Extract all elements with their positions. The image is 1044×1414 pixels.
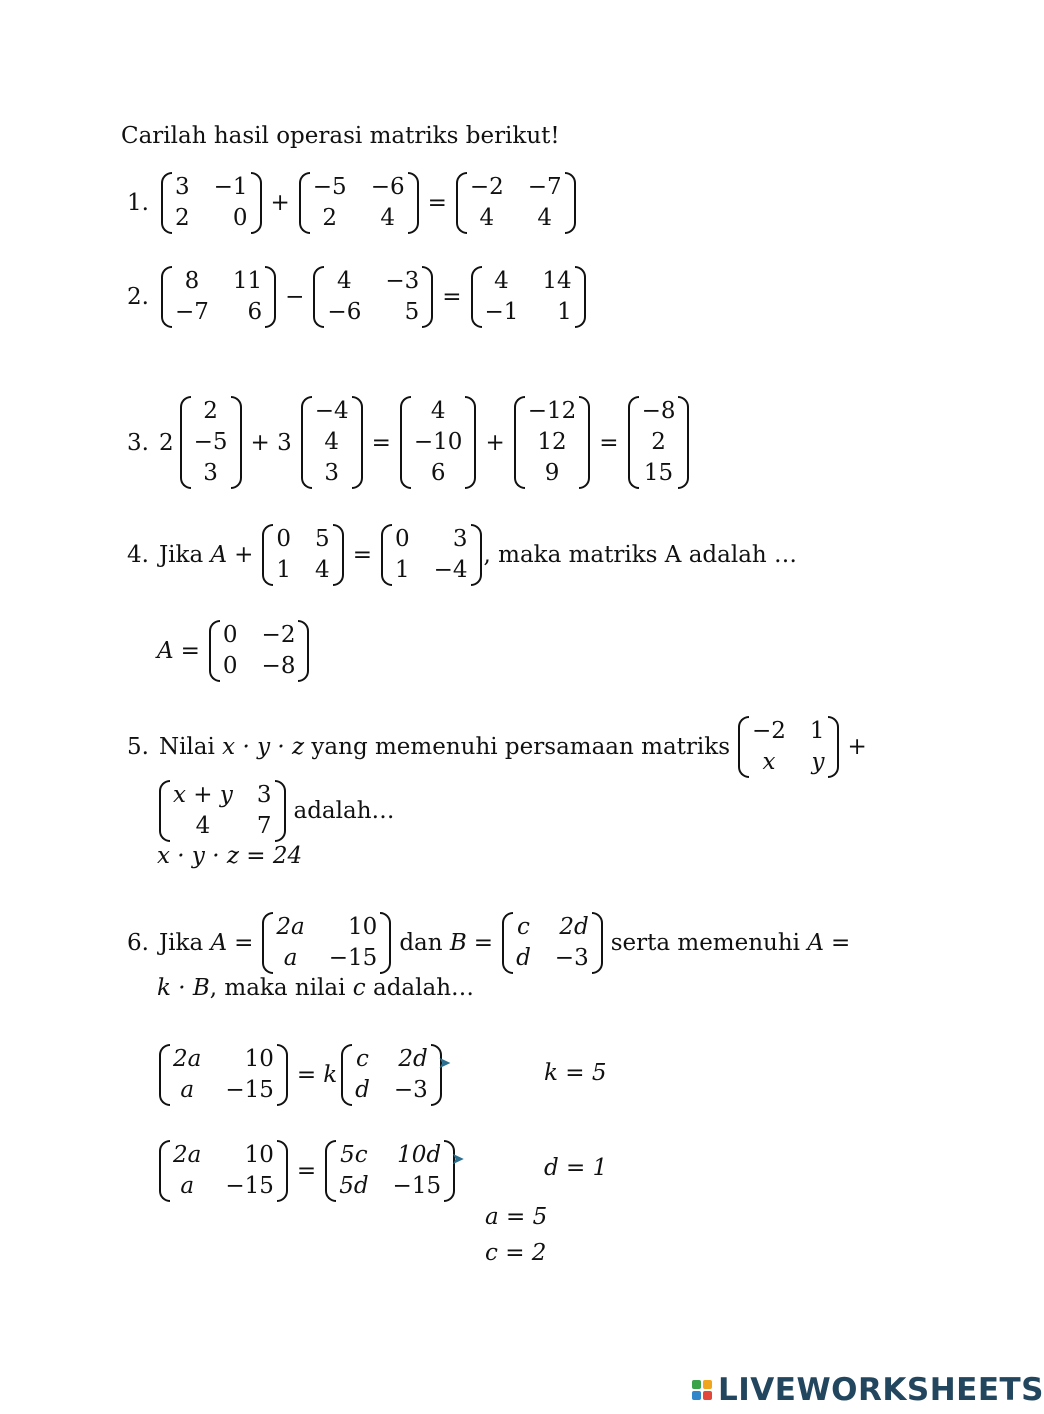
question-6-line2 xyxy=(157,975,474,1001)
answer-cell[interactable]: 9 xyxy=(544,460,560,486)
matrix-cell: 4 xyxy=(337,268,352,294)
answer-cell[interactable]: 6 xyxy=(430,460,446,486)
q6-work-line-2 xyxy=(157,1140,465,1202)
variable: k xyxy=(323,1062,338,1088)
matrix-cell: 10 xyxy=(244,1046,274,1072)
variable: A xyxy=(210,930,228,956)
equals-sign: = xyxy=(180,638,200,664)
answer-cell[interactable]: −10 xyxy=(413,429,463,455)
equals-sign: = xyxy=(296,1158,317,1184)
matrix-cell: 11 xyxy=(232,268,263,294)
answer-cell[interactable]: −12 xyxy=(527,398,577,424)
matrix xyxy=(381,524,482,586)
matrix-cell: 2a xyxy=(173,1046,202,1072)
vector xyxy=(301,396,363,489)
matrix-cell: 2a xyxy=(276,914,305,940)
matrix-cell: −7 xyxy=(174,299,209,325)
matrix xyxy=(325,1140,455,1202)
matrix-cell: d xyxy=(355,1077,370,1103)
answer-cell[interactable]: 12 xyxy=(537,429,567,455)
matrix-cell: 5d xyxy=(339,1173,369,1199)
matrix-cell: −4 xyxy=(433,557,468,583)
matrix xyxy=(159,1140,288,1202)
answer-cell[interactable]: 4 xyxy=(479,205,495,231)
matrix-cell: 0 xyxy=(394,526,410,552)
expression: x · y · z xyxy=(222,734,305,760)
matrix-cell: 0 xyxy=(232,205,248,231)
logo-icon xyxy=(692,1380,712,1400)
matrix xyxy=(313,266,433,328)
matrix-cell: 2 xyxy=(322,205,338,231)
equals-sign: = xyxy=(234,930,254,956)
matrix-cell: 3 xyxy=(256,782,272,808)
matrix-cell: −6 xyxy=(370,174,405,200)
matrix xyxy=(161,172,262,234)
answer-cell[interactable]: 4 xyxy=(537,205,553,231)
question-text: adalah… xyxy=(365,975,475,1001)
matrix-cell: −15 xyxy=(392,1173,442,1199)
matrix xyxy=(161,266,276,328)
question-number: 3. xyxy=(127,429,149,456)
question-5-answer[interactable]: x · y · z = 24 xyxy=(157,843,303,869)
question-text: Jika xyxy=(158,930,211,956)
matrix-cell: 4 xyxy=(315,557,330,583)
matrix xyxy=(738,716,839,778)
equals-sign: = xyxy=(442,284,462,310)
logo-square-red xyxy=(703,1391,712,1400)
matrix xyxy=(262,524,343,586)
answer-cell[interactable]: 1 xyxy=(557,299,572,325)
matrix-cell: 2 xyxy=(174,205,190,231)
vector-cell: −4 xyxy=(314,398,349,424)
matrix-cell: y xyxy=(811,749,825,775)
d-value-answer[interactable]: d = 1 xyxy=(544,1155,608,1181)
answer-cell[interactable]: 0 xyxy=(222,653,238,679)
matrix-cell: −1 xyxy=(213,174,248,200)
operator: + xyxy=(847,734,867,760)
matrix-cell: 4 xyxy=(195,813,211,839)
variable: A xyxy=(807,930,824,956)
instruction: Carilah hasil operasi matriks berikut! xyxy=(121,123,560,149)
matrix-cell: 4 xyxy=(380,205,395,231)
vector-cell: 4 xyxy=(324,429,339,455)
equals-sign: = xyxy=(371,429,391,456)
matrix-cell: 5 xyxy=(404,299,420,325)
operator: − xyxy=(285,284,305,310)
answer-cell[interactable]: −7 xyxy=(527,174,562,200)
operator: + 3 xyxy=(250,429,292,456)
matrix-cell: 10 xyxy=(348,914,378,940)
matrix-cell: 1 xyxy=(809,718,825,744)
matrix-cell: −3 xyxy=(385,268,420,294)
matrix-cell: −15 xyxy=(225,1173,274,1199)
expression: k · B xyxy=(157,975,210,1001)
question-text: serta memenuhi xyxy=(610,930,808,956)
question-text: , maka nilai xyxy=(209,975,353,1001)
matrix xyxy=(341,1044,442,1106)
vector xyxy=(180,396,242,489)
answer-matrix xyxy=(209,620,310,682)
answer-cell[interactable]: 0 xyxy=(222,622,238,648)
matrix-cell: c xyxy=(356,1046,369,1072)
k-value-answer[interactable]: k = 5 xyxy=(544,1060,607,1086)
question-4-answer xyxy=(157,620,311,682)
matrix-cell: 0 xyxy=(276,526,292,552)
matrix-cell: −3 xyxy=(393,1077,428,1103)
question-text: Nilai xyxy=(158,734,223,760)
operator: + xyxy=(234,542,254,568)
equals-sign: = xyxy=(599,429,619,456)
equals-sign: = xyxy=(296,1062,317,1088)
question-2 xyxy=(127,266,588,328)
question-text: Jika xyxy=(158,542,211,568)
question-5-line2 xyxy=(157,780,395,842)
question-text: , maka matriks A adalah … xyxy=(483,542,798,568)
question-text: adalah… xyxy=(293,798,395,824)
scalar: 2 xyxy=(158,429,174,456)
answer-cell[interactable]: −2 xyxy=(261,622,296,648)
logo-square-orange xyxy=(703,1380,712,1389)
matrix xyxy=(159,1044,288,1106)
matrix-cell: a xyxy=(283,945,298,971)
answer-vector xyxy=(628,396,690,489)
a-value-answer[interactable]: a = 5 xyxy=(485,1204,548,1230)
matrix xyxy=(262,912,391,974)
logo-square-green xyxy=(692,1380,701,1389)
answer-cell[interactable]: −8 xyxy=(261,653,296,679)
answer-cell[interactable]: 14 xyxy=(542,268,572,294)
matrix-cell: −15 xyxy=(328,945,378,971)
vector-cell: 3 xyxy=(203,460,218,486)
matrix-cell: 2d xyxy=(398,1046,428,1072)
question-text: dan xyxy=(399,930,450,956)
logo-square-blue xyxy=(692,1391,701,1400)
question-4 xyxy=(127,524,797,586)
equals-sign: = xyxy=(473,930,494,956)
answer-cell[interactable]: −8 xyxy=(641,398,676,424)
answer-vector xyxy=(514,396,591,489)
matrix-cell: −2 xyxy=(752,718,786,744)
answer-cell[interactable]: 4 xyxy=(494,268,509,294)
matrix-cell: −6 xyxy=(327,299,362,325)
vector-cell: −5 xyxy=(193,429,228,455)
operator: + xyxy=(270,190,290,216)
matrix-cell: a xyxy=(180,1077,195,1103)
logo-text: LIVEWORKSHEETS xyxy=(718,1372,1044,1408)
answer-vector xyxy=(400,396,477,489)
c-value-answer[interactable]: c = 2 xyxy=(485,1240,547,1266)
matrix xyxy=(502,912,603,974)
answer-cell[interactable]: 2 xyxy=(651,429,666,455)
question-6 xyxy=(127,912,857,974)
question-number: 2. xyxy=(127,284,149,310)
answer-matrix xyxy=(456,172,576,234)
matrix-cell: 5 xyxy=(315,526,330,552)
matrix-cell: d xyxy=(516,945,531,971)
question-5 xyxy=(127,716,874,778)
matrix-cell: 2a xyxy=(173,1142,202,1168)
variable: A xyxy=(157,638,174,664)
answer-cell[interactable]: −1 xyxy=(484,299,519,325)
matrix-cell: 7 xyxy=(256,813,272,839)
q6-work-line-1 xyxy=(157,1044,451,1106)
matrix-cell: 6 xyxy=(247,299,263,325)
matrix-cell: c xyxy=(516,914,530,940)
matrix-cell: 3 xyxy=(174,174,190,200)
operator: + xyxy=(485,429,505,456)
variable: c xyxy=(352,975,366,1001)
equals-sign: = xyxy=(352,542,372,568)
liveworksheets-logo xyxy=(692,1372,1044,1408)
question-3 xyxy=(127,396,691,489)
matrix-cell: 10d xyxy=(397,1142,442,1168)
matrix-cell: 1 xyxy=(276,557,292,583)
arrow-icon[interactable]: ➤ xyxy=(437,1052,452,1072)
matrix-cell: 8 xyxy=(184,268,200,294)
variable: A xyxy=(210,542,228,568)
answer-cell[interactable]: −2 xyxy=(469,174,504,200)
matrix-cell: 1 xyxy=(394,557,410,583)
variable: B xyxy=(449,930,467,956)
matrix xyxy=(299,172,419,234)
vector-cell: 2 xyxy=(203,398,218,424)
question-text: yang memenuhi persamaan matriks xyxy=(304,734,730,760)
question-number: 4. xyxy=(127,542,149,568)
matrix-cell: a xyxy=(180,1173,195,1199)
matrix-cell: −3 xyxy=(554,945,589,971)
question-number: 5. xyxy=(127,734,149,760)
matrix-cell: 3 xyxy=(452,526,468,552)
matrix-cell: 2d xyxy=(559,914,589,940)
vector-cell: 3 xyxy=(324,460,339,486)
matrix-cell: x + y xyxy=(173,782,233,808)
equals-sign: = xyxy=(427,190,447,216)
question-number: 6. xyxy=(127,930,149,956)
matrix-cell: x xyxy=(762,749,776,775)
matrix xyxy=(159,780,286,842)
matrix-cell: −15 xyxy=(225,1077,274,1103)
matrix-cell: −5 xyxy=(312,174,347,200)
matrix-cell: 10 xyxy=(244,1142,274,1168)
equals-sign: = xyxy=(830,930,851,956)
question-1 xyxy=(127,172,578,234)
answer-cell[interactable]: 15 xyxy=(643,460,674,486)
arrow-icon[interactable]: ➤ xyxy=(451,1148,465,1168)
matrix-cell: 5c xyxy=(340,1142,368,1168)
answer-cell[interactable]: 4 xyxy=(430,398,446,424)
answer-matrix xyxy=(471,266,586,328)
question-number: 1. xyxy=(127,190,149,216)
